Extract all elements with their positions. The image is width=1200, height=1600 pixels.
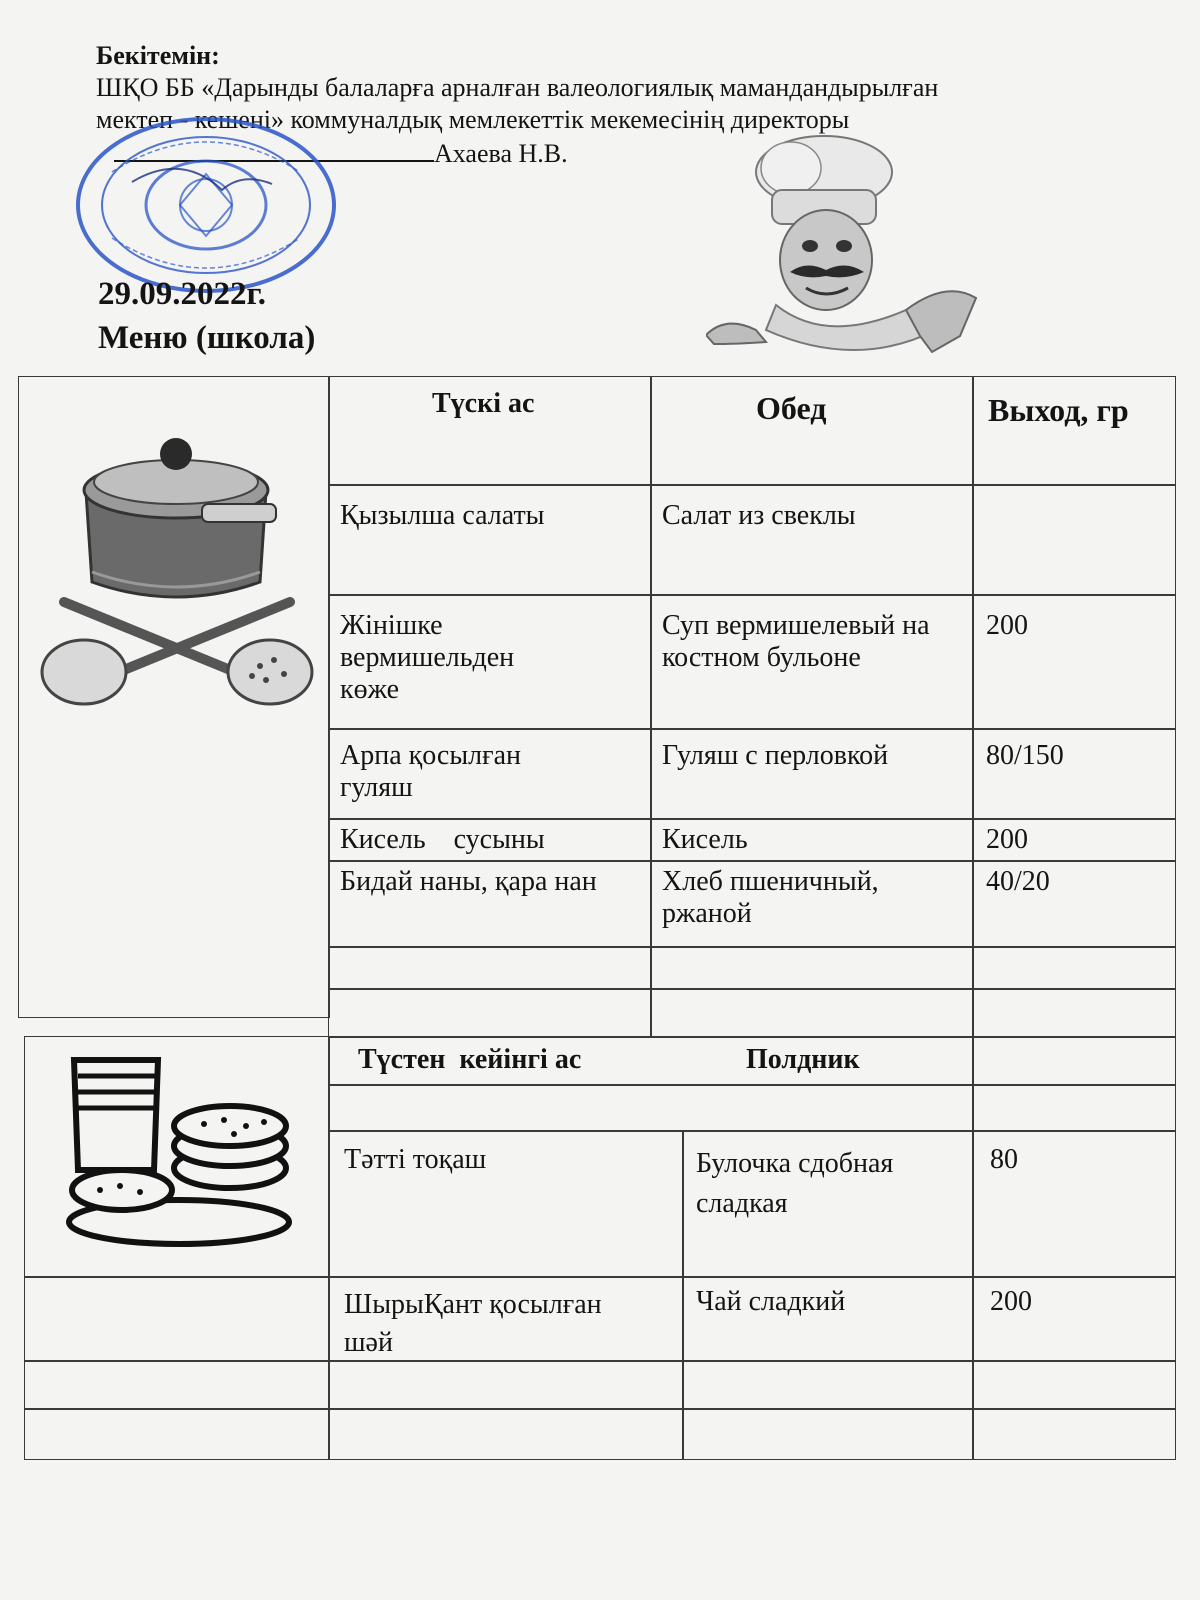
lunch-row-4-kz: Кисель сусыны: [340, 824, 545, 855]
table-cell: [328, 946, 652, 990]
lunch-row-5-yield: 40/20: [986, 866, 1050, 897]
table-cell: [650, 988, 974, 1038]
table-cell: [328, 1084, 974, 1132]
table-cell: [328, 1360, 684, 1410]
stamp-seal-icon: [72, 112, 340, 298]
snack-row-2-kz: ШырыҚант қосылған шәй: [344, 1289, 602, 1358]
table-cell: [972, 988, 1176, 1038]
table-cell: [24, 1276, 330, 1362]
lunch-row-4-ru: Кисель: [662, 824, 748, 855]
snack-header-kz: Түстен кейінгі ас: [358, 1044, 582, 1075]
table-cell: [972, 1084, 1176, 1132]
table-cell: [972, 484, 1176, 596]
snack-row-1-ru: Булочка сдобная сладкая: [696, 1148, 894, 1219]
snack-row-2-yield: 200: [990, 1286, 1032, 1317]
table-cell: [682, 1408, 974, 1460]
director-name: Ахаева Н.В.: [434, 139, 568, 168]
chef-illustration-icon: [706, 130, 996, 370]
table-cell: [682, 1360, 974, 1410]
table-cell: [328, 988, 652, 1038]
lunch-row-2-kz: Жінішке вермишельден көже: [340, 610, 515, 705]
lunch-row-5-ru: Хлеб пшеничный, ржаной: [662, 866, 879, 929]
table-cell: [328, 1408, 684, 1460]
table-cell: [972, 946, 1176, 990]
menu-title: Меню (школа): [98, 320, 316, 356]
lunch-row-3-ru: Гуляш с перловкой: [662, 740, 889, 771]
snack-header-ru: Полдник: [746, 1044, 860, 1075]
table-cell: [972, 1408, 1176, 1460]
table-cell: [972, 1036, 1176, 1086]
lunch-row-4-yield: 200: [986, 824, 1028, 855]
snack-row-1-kz: Тәтті тоқаш: [344, 1144, 487, 1175]
lunch-row-1-ru: Салат из свеклы: [662, 500, 856, 531]
lunch-row-2-yield: 200: [986, 610, 1028, 641]
lunch-header-ru: Обед: [756, 390, 827, 426]
table-cell: [650, 946, 974, 990]
approve-title: Бекітемін:: [96, 41, 220, 70]
lunch-row-1-kz: Қызылша салаты: [340, 500, 545, 531]
lunch-row-3-kz: Арпа қосылған гуляш: [340, 740, 522, 803]
snack-row-2-ru: Чай сладкий: [696, 1286, 846, 1317]
table-cell: [24, 1408, 330, 1460]
lunch-row-2-ru: Суп вермишелевый на костном бульоне: [662, 610, 930, 673]
lunch-header-kz: Түскі ас: [432, 388, 535, 419]
pot-ladles-icon: [34, 422, 320, 722]
org-line-1: ШҚО ББ «Дарынды балаларға арналған валеологиялық мамандандырылған: [96, 73, 939, 102]
org-line-2: мектеп - кешені» коммуналдық мемлекеттік мекемесінің директоры: [96, 105, 850, 134]
lunch-row-3-yield: 80/150: [986, 740, 1064, 771]
snack-row-1-yield: 80: [990, 1144, 1018, 1175]
lunch-header-yield: Выход, гр: [988, 392, 1129, 428]
lunch-row-5-kz: Бидай наны, қара нан: [340, 866, 597, 897]
menu-date: 29.09.2022г.: [98, 276, 267, 312]
table-cell: [972, 1360, 1176, 1410]
table-cell: [24, 1360, 330, 1410]
milk-cookies-icon: [64, 1050, 300, 1260]
